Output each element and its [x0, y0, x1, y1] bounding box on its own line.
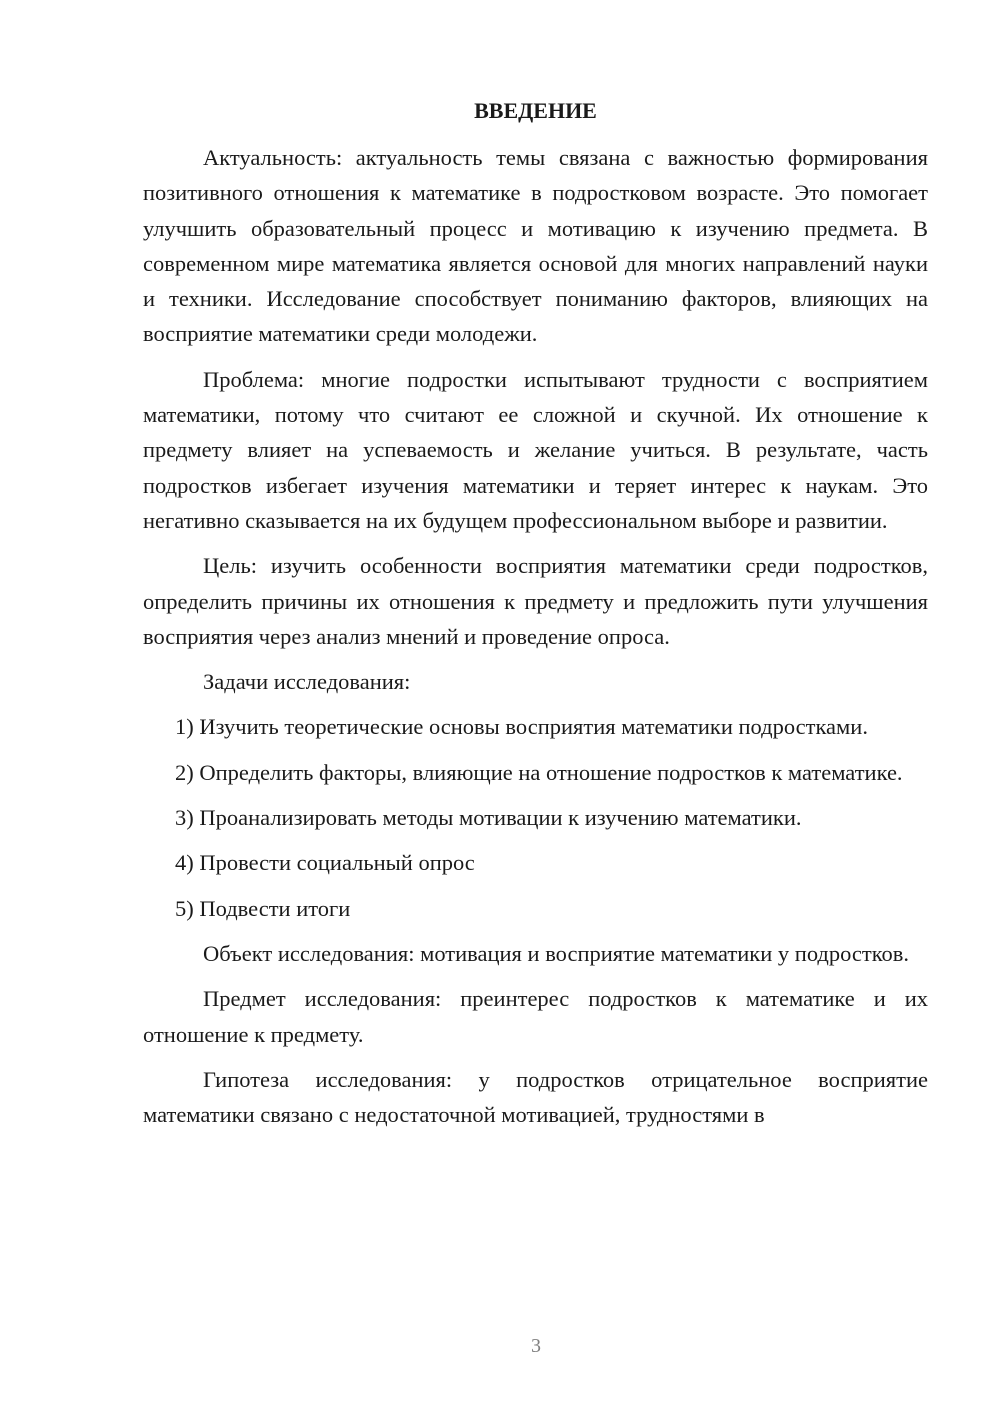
paragraph-problem: Проблема: многие подростки испытывают трудности с восприятием математики, потому что считают ее сложной и скучной. Их отношение к предмету влияет на успеваемость и желание учиться. В результате, часть подростков избегает изучения математики и теряет интерес к наукам. Это негативно сказывается на их будущем профессиональном выборе и развитии. [143, 366, 928, 533]
task-item-1: 1) Изучить теоретические основы восприятия математики подростками. [175, 714, 868, 740]
task-item-5: 5) Подвести итоги [175, 895, 351, 921]
page-number: 3 [531, 1335, 541, 1357]
task-item-3: 3) Проанализировать методы мотивации к изучению математики. [175, 805, 802, 831]
task-item-2: 2) Определить факторы, влияющие на отношение подростков к математике. [175, 759, 903, 785]
paragraph-goal: Цель: изучить особенности восприятия математики среди подростков, определить причины их отношения к предмету и предложить пути улучшения восприятия через анализ мнений и проведение опроса. [143, 553, 928, 649]
task-item-4: 4) Провести социальный опрос [175, 850, 475, 876]
tasks-heading: Задачи исследования: [203, 669, 411, 695]
page-content [143, 96, 928, 1142]
page-title: ВВЕДЕНИЕ [474, 98, 597, 123]
paragraph-subject: Предмет исследования: преинтерес подростков к математике и их отношение к предмету. [143, 986, 928, 1047]
paragraph-object: Объект исследования: мотивация и восприятие математики у подростков. [203, 940, 910, 966]
paragraph-actuality: Актуальность: актуальность темы связана с важностью формирования позитивного отношения к математике в подростковом возрасте. Это помогает улучшить образовательный процесс и мотивацию к изучению предмета. В современном мире математика является основой для многих направлений науки и техники. Исследование способствует пониманию факторов, влияющих на восприятие математики среди молодежи. [143, 145, 928, 347]
paragraph-hypothesis: Гипотеза исследования: у подростков отрицательное восприятие математики связано с недостаточной мотивацией, трудностями в [143, 1066, 928, 1128]
